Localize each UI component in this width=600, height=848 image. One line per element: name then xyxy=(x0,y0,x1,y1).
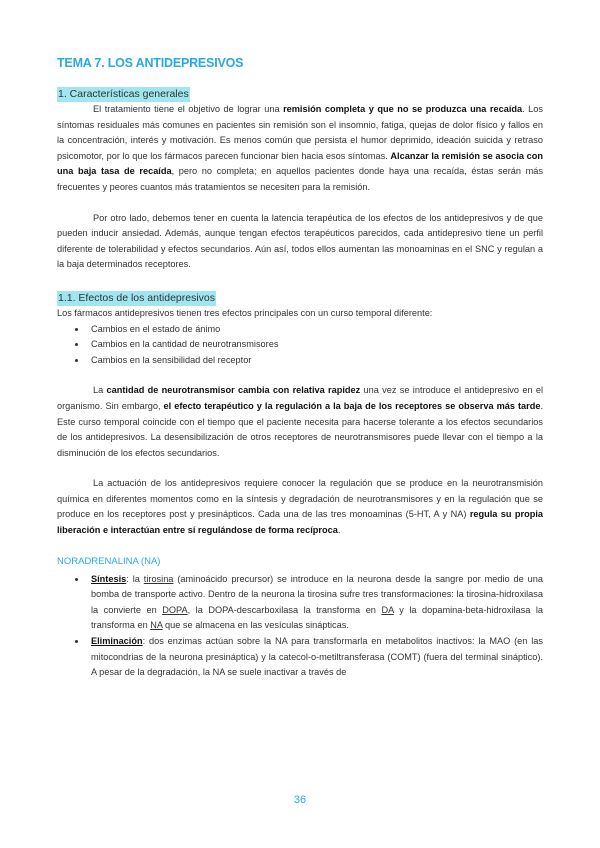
section-noradrenalina xyxy=(57,554,543,681)
list-item: • Cambios en el estado de ánimo xyxy=(87,322,543,338)
list-item: • Cambios en la sensibilidad del receptor xyxy=(87,353,543,369)
list-item: • Cambios en la cantidad de neurotransmisores xyxy=(87,337,543,353)
section-heading: NORADRENALINA (NA) xyxy=(57,555,161,567)
list-item: • Eliminación: dos enzimas actúan sobre la NA para transformarla en metabolitos inactivos: la MAO (en las mitocondrias de la neurona presináptica) y la catecol-o-metiltransferasa (COMT) (fuera del terminal sináptico). A pesar de la degradación, la NA se suele inactivar a través de xyxy=(87,634,543,681)
page-title: TEMA 7. LOS ANTIDEPRESIVOS xyxy=(57,56,244,70)
section-heading: 1.1. Efectos de los antidepresivos xyxy=(58,291,216,304)
page-number: 36 xyxy=(293,794,307,806)
paragraph: La actuación de los antidepresivos requiere conocer la regulación que se produce en la neurotransmisión química en diferentes momentos como en la síntesis y degradación de neurotransmisores y en la regulación que se produce en los receptores post y presinápticos. Cada una de las tres monoaminas (5-HT, A y NA) regula su propia liberación e interactúan entre sí regulándose de forma recíproca. xyxy=(57,478,543,536)
section-1-1 xyxy=(57,288,543,539)
bullet-list xyxy=(57,322,543,369)
bullet-list xyxy=(57,572,543,681)
paragraph: Por otro lado, debemos tener en cuenta la latencia terapéutica de los efectos de los antidepresivos y de que pueden inducir ansiedad. Además, aunque tengan efectos terapéuticos parecidos, cada antidepresivo tiene un perfil diferente de tolerabilidad y efectos secundarios. Aún así, todos ellos aumentan las monoaminas en el SNC y regulan a la baja determinados receptores. xyxy=(57,212,543,270)
section-1 xyxy=(57,84,543,273)
paragraph: Los fármacos antidepresivos tienen tres efectos principales con un curso temporal diferente: xyxy=(57,307,433,318)
list-item: • Síntesis: la tirosina (aminoácido precursor) se introduce en la neurona desde la sangre por medio de una bomba de transporte activo. Dentro de la neurona la tirosina sufre tres transformaciones: la tirosina-hidroxilasa la convierte en DOPA, la DOPA-descarboxilasa la transforma en DA y la dopamina-beta-hidroxilasa la transforma en NA que se almacena en las vesículas sinápticas. xyxy=(87,572,543,634)
section-heading: 1. Características generales xyxy=(58,88,189,100)
document-page xyxy=(57,56,543,681)
paragraph: La cantidad de neurotransmisor cambia con relativa rapidez una vez se introduce el antidepresivo en el organismo. Sin embargo, el efecto terapéutico y la regulación a la baja de los receptores se observa más tarde. Este curso temporal coincide con el tiempo que el paciente necesita para hacerse tolerante a los efectos secundarios de los antidepresivos. La desensibilización de otros receptores de neurotransmisores puede llevar con el tiempo a la disminución de los efectos secundarios. xyxy=(57,385,543,458)
paragraph: El tratamiento tiene el objetivo de lograr una remisión completa y que no se produzca una recaída. Los síntomas residuales más comunes en pacientes sin remisión son el insomnio, fatiga, quejas de dolor físico y fallos en la concentración, interés y motivación. Es menos común que persista el humor deprimido, ideación suicida y retraso psicomotor, por lo que los fármacos parecen funcionar bien hacia esos síntomas. Alcanzar la remisión se asocia con una baja tasa de recaída, pero no completa; en aquellos pacientes donde haya una recaída, éstas serán más frecuentes y peores cuantos más tratamientos se necesiten para la remisión. xyxy=(57,104,543,192)
